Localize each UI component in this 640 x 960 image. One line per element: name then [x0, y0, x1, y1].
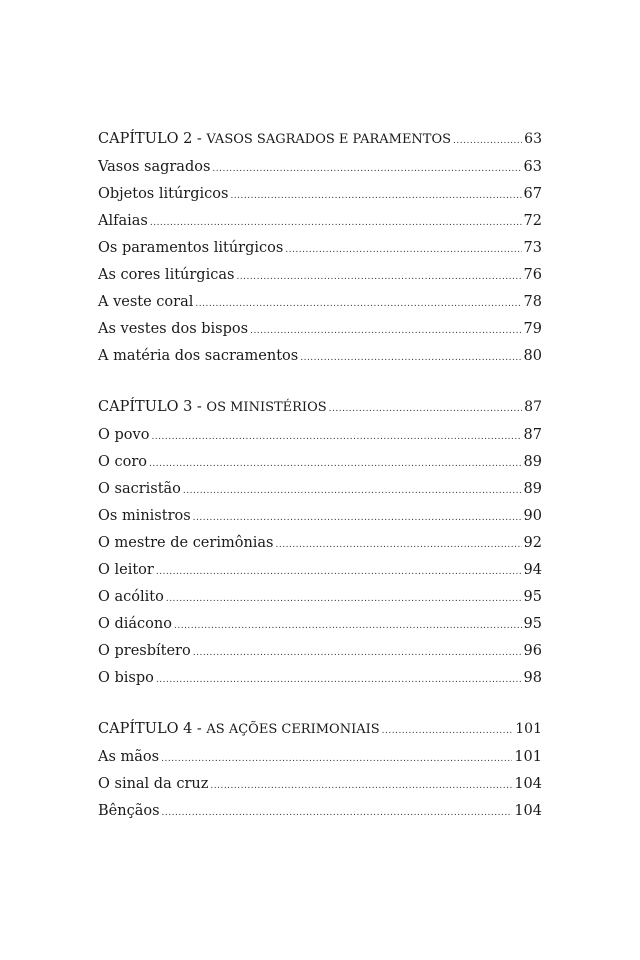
entry-page-number: 72	[523, 213, 542, 229]
entry-page-number: 87	[523, 427, 542, 443]
entry-label: O sinal da cruz	[98, 776, 209, 792]
dot-leader	[150, 210, 522, 237]
entry-label: O povo	[98, 427, 150, 443]
toc-entry[interactable]	[98, 476, 542, 503]
dot-leader	[285, 237, 521, 264]
dot-leader	[453, 126, 522, 156]
chapter-page-number: 87	[524, 399, 542, 415]
toc-entry[interactable]	[98, 343, 542, 370]
entry-page-number: 80	[523, 348, 542, 364]
toc-entry[interactable]	[98, 665, 542, 692]
chapter-prefix: CAPÍTULO 4 -	[98, 721, 207, 737]
chapter-prefix: CAPÍTULO 2 -	[98, 131, 207, 147]
toc-entry[interactable]	[98, 235, 542, 262]
entry-page-number: 63	[523, 159, 542, 175]
toc-entry[interactable]	[98, 584, 542, 611]
dot-leader	[236, 264, 521, 291]
entry-page-number: 79	[523, 321, 542, 337]
toc-entry[interactable]	[98, 557, 542, 584]
dot-leader	[161, 746, 512, 773]
dot-leader	[210, 773, 512, 800]
toc-entry[interactable]	[98, 262, 542, 289]
toc-entry[interactable]	[98, 449, 542, 476]
toc-entry[interactable]	[98, 208, 542, 235]
dot-leader	[151, 424, 521, 451]
chapter-page-number: 101	[515, 721, 542, 737]
entry-label: Alfaias	[98, 213, 148, 229]
table-of-contents	[98, 124, 542, 847]
entry-label: As vestes dos bispos	[98, 321, 249, 337]
entry-page-number: 92	[523, 535, 542, 551]
dot-leader	[230, 183, 521, 210]
entry-label: O sacristão	[98, 481, 181, 497]
entry-label: A veste coral	[98, 294, 194, 310]
entry-label: O bispo	[98, 670, 154, 686]
entry-label: Vasos sagrados	[98, 159, 211, 175]
dot-leader	[382, 716, 514, 746]
entry-label: O coro	[98, 454, 148, 470]
entry-label: O leitor	[98, 562, 154, 578]
toc-entry[interactable]	[98, 744, 542, 771]
entry-page-number: 78	[523, 294, 542, 310]
entry-page-number: 67	[523, 186, 542, 202]
toc-section-chapter-4	[98, 714, 542, 825]
toc-chapter-heading[interactable]	[98, 124, 542, 154]
toc-entry[interactable]	[98, 289, 542, 316]
entry-page-number: 96	[523, 643, 542, 659]
entry-label: O acólito	[98, 589, 164, 605]
chapter-page-number: 63	[524, 131, 542, 147]
entry-label: As cores litúrgicas	[98, 267, 235, 283]
entry-label: O mestre de cerimônias	[98, 535, 274, 551]
toc-entry[interactable]	[98, 638, 542, 665]
chapter-label	[98, 714, 382, 745]
toc-chapter-heading[interactable]	[98, 714, 542, 744]
dot-leader	[212, 156, 521, 183]
entry-label: O diácono	[98, 616, 172, 632]
dot-leader	[156, 559, 522, 586]
entry-page-number: 98	[523, 670, 542, 686]
toc-entry[interactable]	[98, 530, 542, 557]
dot-leader	[329, 394, 523, 424]
toc-section-chapter-2	[98, 124, 542, 370]
toc-entry[interactable]	[98, 611, 542, 638]
entry-label: Os paramentos litúrgicos	[98, 240, 284, 256]
entry-page-number: 95	[523, 589, 542, 605]
dot-leader	[166, 586, 522, 613]
chapter-title: VASOS SAGRADOS E PARAMENTOS	[206, 132, 452, 147]
entry-page-number: 94	[523, 562, 542, 578]
toc-entry[interactable]	[98, 771, 542, 798]
chapter-prefix: CAPÍTULO 3 -	[98, 399, 207, 415]
toc-entry[interactable]	[98, 422, 542, 449]
entry-page-number: 90	[523, 508, 542, 524]
entry-label: Bênçãos	[98, 803, 160, 819]
entry-label: As mãos	[98, 749, 160, 765]
toc-entry[interactable]	[98, 798, 542, 825]
dot-leader	[250, 318, 521, 345]
toc-section-chapter-3	[98, 392, 542, 692]
entry-page-number: 89	[523, 454, 542, 470]
entry-page-number: 89	[523, 481, 542, 497]
dot-leader	[193, 640, 522, 667]
toc-entry[interactable]	[98, 181, 542, 208]
dot-leader	[195, 291, 521, 318]
dot-leader	[300, 345, 521, 372]
toc-entry[interactable]	[98, 316, 542, 343]
dot-leader	[174, 613, 522, 640]
toc-entry[interactable]	[98, 503, 542, 530]
chapter-label	[98, 392, 329, 423]
entry-page-number: 76	[523, 267, 542, 283]
dot-leader	[193, 505, 522, 532]
entry-label: Objetos litúrgicos	[98, 186, 229, 202]
entry-page-number: 104	[514, 803, 542, 819]
dot-leader	[149, 451, 522, 478]
dot-leader	[162, 800, 513, 827]
chapter-title: AS AÇÕES CERIMONIAIS	[206, 722, 380, 737]
entry-page-number: 101	[514, 749, 542, 765]
dot-leader	[183, 478, 522, 505]
toc-chapter-heading[interactable]	[98, 392, 542, 422]
chapter-label	[98, 124, 453, 155]
entry-page-number: 104	[514, 776, 542, 792]
dot-leader	[276, 532, 522, 559]
chapter-title: OS MINISTÉRIOS	[206, 400, 327, 415]
entry-label: Os ministros	[98, 508, 191, 524]
entry-label: O presbítero	[98, 643, 191, 659]
dot-leader	[156, 667, 522, 694]
toc-entry[interactable]	[98, 154, 542, 181]
entry-page-number: 73	[523, 240, 542, 256]
entry-page-number: 95	[523, 616, 542, 632]
entry-label: A matéria dos sacramentos	[98, 348, 299, 364]
